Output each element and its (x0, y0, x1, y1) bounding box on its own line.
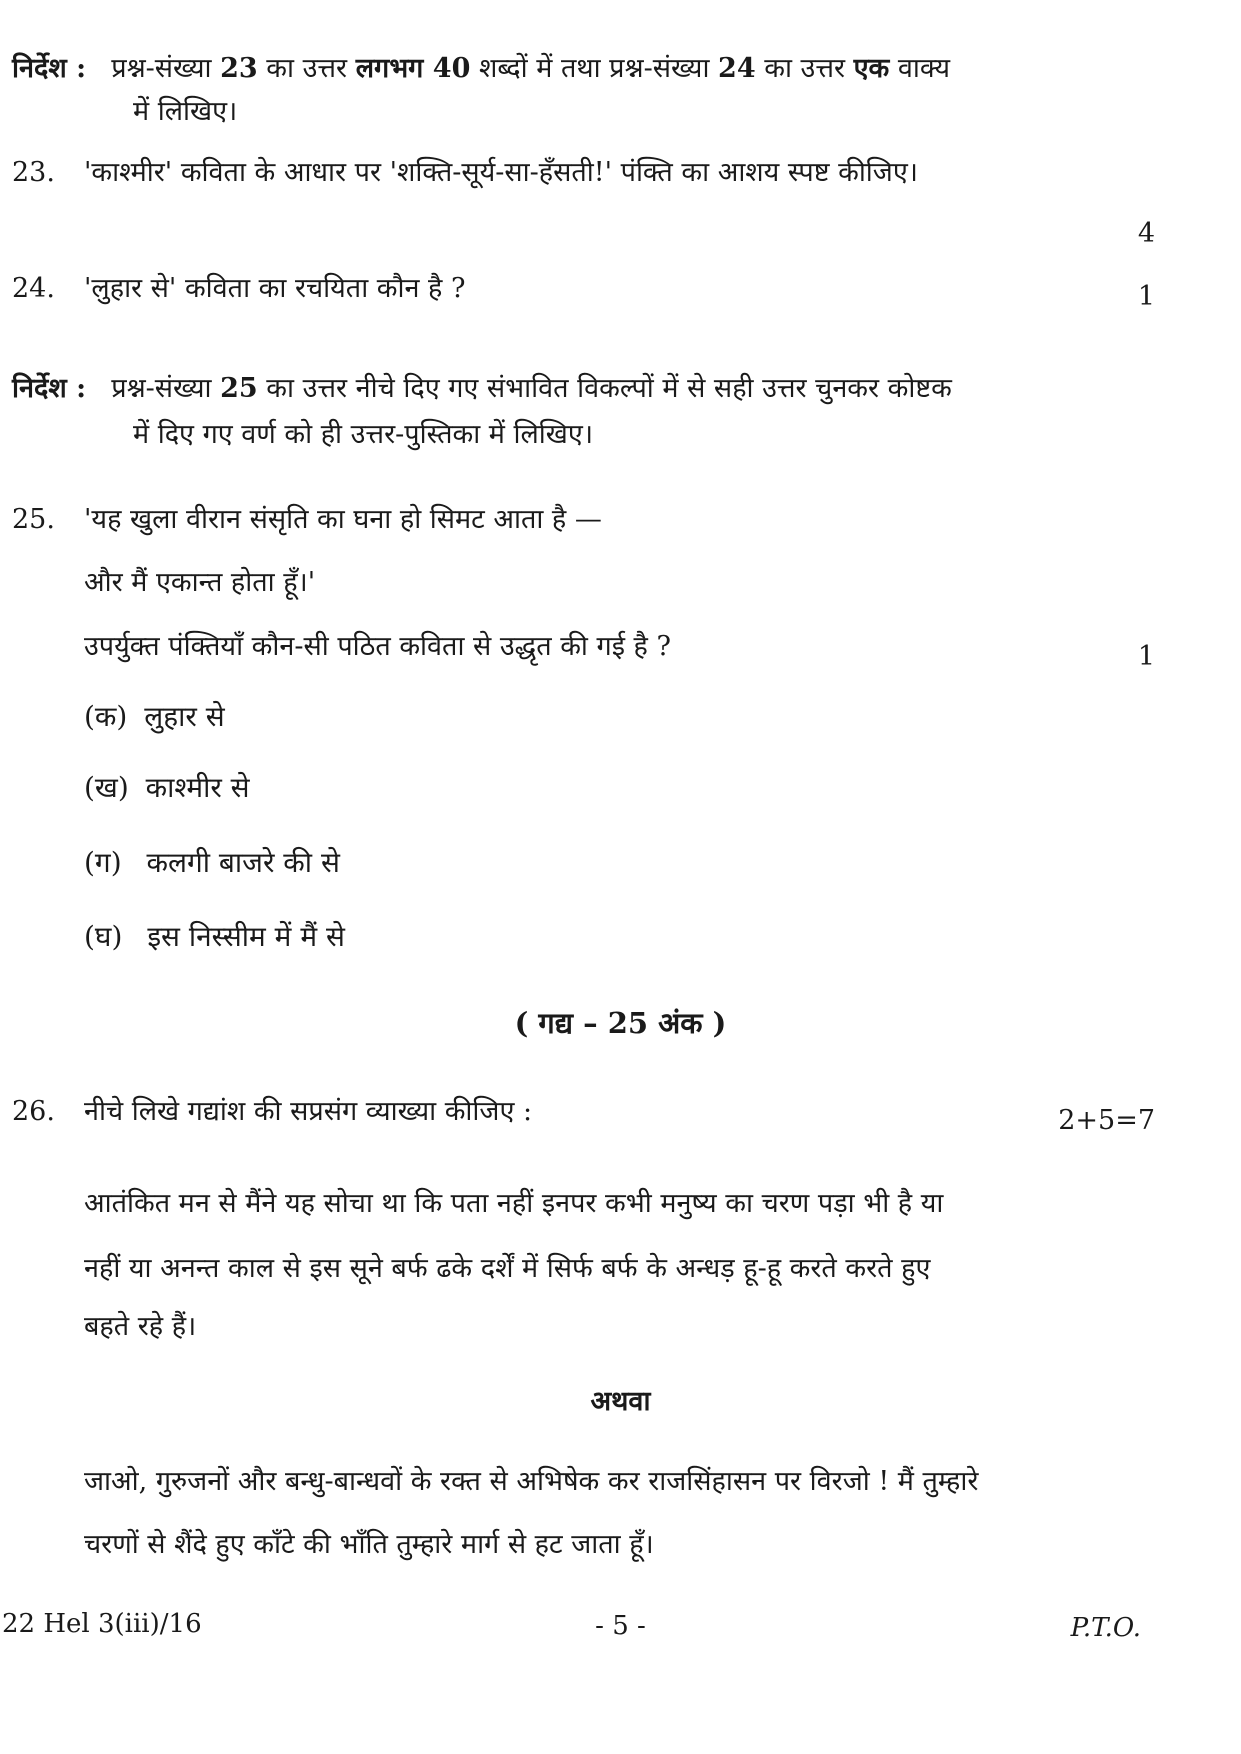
question-text-25: उपर्युक्त पंक्तियाँ कौन-सी पठित कविता से उद्धृत की गई है ? (84, 631, 671, 662)
question-ref-24: 24 (718, 53, 756, 84)
question-ref-23: 23 (220, 53, 258, 84)
passage-line: नहीं या अनन्त काल से इस सूने बर्फ ढके दर्शें में सिर्फ बर्फ के अन्धड़ हू-हू करते करते हुए (84, 1253, 931, 1284)
instruction-text: प्रश्न-संख्या (111, 53, 212, 84)
instruction-text: का उत्तर नीचे दिए गए संभावित विकल्पों में से सही उत्तर चुनकर कोष्टक (266, 373, 952, 404)
question-text-23: 'काश्मीर' कविता के आधार पर 'शक्ति-सूर्य-सा-हँसती!' पंक्ति का आशय स्पष्ट कीजिए। (84, 157, 918, 188)
marks-24: 1 (1137, 281, 1155, 312)
sentence-limit: एक (853, 53, 890, 84)
question-number-23: 23. (12, 157, 55, 188)
option-key: (क) (84, 700, 128, 733)
option-ga (84, 846, 340, 880)
question-ref-25: 25 (220, 373, 258, 404)
question-number-26: 26. (12, 1096, 55, 1127)
instruction-label: निर्देश : (12, 53, 87, 84)
instruction-text: वाक्य (897, 53, 951, 84)
section-heading: ( गद्य – 25 अंक ) (514, 1006, 727, 1040)
alt-passage-line: जाओ, गुरुजनों और बन्धु-बान्धवों के रक्त से अभिषेक कर राजसिंहासन पर विरजो ! मैं तुम्हारे (84, 1466, 979, 1497)
question-number-24: 24. (12, 273, 55, 304)
option-kha (84, 771, 250, 805)
instruction-line-2: में दिए गए वर्ण को ही उत्तर-पुस्तिका में लिखिए। (133, 419, 594, 450)
question-text-24: 'लुहार से' कविता का रचयिता कौन है ? (84, 273, 466, 304)
question-text-26: नीचे लिखे गद्यांश की सप्रसंग व्याख्या कीजिए : (84, 1096, 533, 1127)
option-text: इस निस्सीम में मैं से (147, 920, 345, 953)
pto-label: P.T.O. (1070, 1613, 1141, 1643)
marks-23: 4 (1137, 218, 1155, 249)
quote-line-1: 'यह खुला वीरान संसृति का घना हो सिमट आता है — (84, 504, 602, 535)
option-key: (ग) (84, 846, 122, 879)
instruction-text: का उत्तर (764, 53, 846, 84)
instruction-label: निर्देश : (12, 373, 87, 404)
option-text: लुहार से (144, 700, 225, 733)
or-label: अथवा (590, 1386, 651, 1417)
instruction-block-2 (12, 372, 952, 406)
option-text: काश्मीर से (145, 771, 250, 804)
option-text: कलगी बाजरे की से (146, 846, 340, 879)
instruction-text: शब्दों में तथा प्रश्न-संख्या (478, 53, 710, 84)
word-limit: लगभग 40 (355, 53, 471, 84)
footer-code: 22 Hel 3(iii)/16 (2, 1609, 202, 1639)
instruction-block-1 (12, 52, 950, 86)
passage-line: बहते रहे हैं। (84, 1311, 197, 1342)
instruction-text: का उत्तर (266, 53, 348, 84)
page-number: - 5 - (595, 1611, 646, 1641)
option-ka (84, 700, 225, 734)
option-gha (84, 920, 345, 954)
instruction-line-2: में लिखिए। (133, 96, 238, 127)
passage-line: आतंकित मन से मैंने यह सोचा था कि पता नहीं इनपर कभी मनुष्य का चरण पड़ा भी है या (84, 1188, 944, 1219)
quote-line-2: और मैं एकान्त होता हूँ।' (84, 567, 316, 598)
option-key: (ख) (84, 771, 129, 804)
option-key: (घ) (84, 920, 123, 953)
instruction-text: प्रश्न-संख्या (111, 373, 212, 404)
alt-passage-line: चरणों से शैंदे हुए काँटे की भाँति तुम्हारे मार्ग से हट जाता हूँ। (84, 1529, 654, 1560)
marks-25: 1 (1137, 641, 1155, 672)
question-number-25: 25. (12, 504, 55, 535)
marks-26: 2+5=7 (1058, 1105, 1155, 1136)
